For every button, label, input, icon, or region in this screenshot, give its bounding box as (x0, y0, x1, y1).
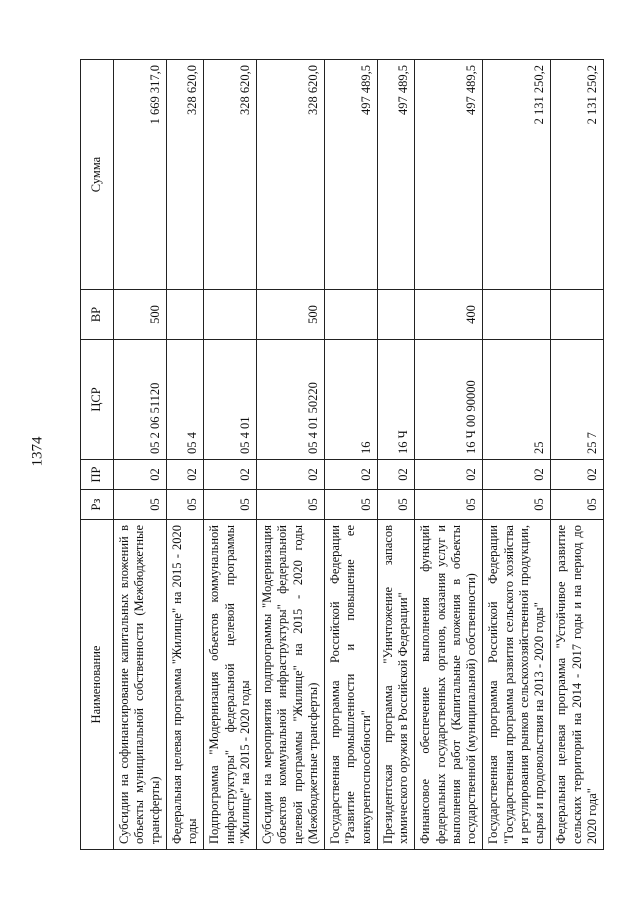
cell-sum: 328 620,0 (166, 60, 204, 290)
cell-csr: 05 2 06 51120 (114, 340, 167, 460)
cell-csr: 16 Ч 00 90000 (415, 340, 483, 460)
cell-rz: 05 (257, 490, 325, 520)
table-row (114, 60, 167, 850)
header-vr: ВР (81, 290, 114, 340)
rotated-page-content (80, 60, 600, 850)
table-row (415, 60, 483, 850)
cell-csr: 05 4 (166, 340, 204, 460)
header-csr: ЦСР (81, 340, 114, 460)
table-row (257, 60, 325, 850)
cell-csr: 16 (325, 340, 378, 460)
cell-name: Государственная программа Российской Федерации "Государственная программа развития сельского хозяйства и регулирования рынков сельскохозяйственной продукции, сырья и продовольствия на 2013 - 2020 годы" (483, 520, 551, 850)
cell-name: Субсидии на мероприятия подпрограммы "Модернизация объектов коммунальной инфраструктуры" федеральной целевой программы "Жилище" на 2015 - 2020 годы (Межбюджетные трансферты) (257, 520, 325, 850)
cell-csr: 05 4 01 50220 (257, 340, 325, 460)
cell-name: Финансовое обеспечение выполнения функций федеральных государственных органов, оказания услуг и выполнения работ (Капитальные вложения в объекты государственной (муниципальной) собственности) (415, 520, 483, 850)
cell-vr (166, 290, 204, 340)
cell-vr: 500 (114, 290, 167, 340)
table-row (166, 60, 204, 850)
cell-pr: 02 (257, 460, 325, 490)
cell-sum: 1 669 317,0 (114, 60, 167, 290)
page-number: 1374 (29, 436, 46, 467)
cell-sum: 2 131 250,2 (483, 60, 551, 290)
header-pr: ПР (81, 460, 114, 490)
header-name: Наименование (81, 520, 114, 850)
cell-pr: 02 (377, 460, 415, 490)
cell-rz: 05 (325, 490, 378, 520)
cell-csr: 25 7 (551, 340, 604, 460)
cell-vr (551, 290, 604, 340)
cell-csr: 25 (483, 340, 551, 460)
table-row (483, 60, 551, 850)
cell-sum: 497 489,5 (415, 60, 483, 290)
table-row (551, 60, 604, 850)
cell-rz: 05 (114, 490, 167, 520)
cell-vr (377, 290, 415, 340)
cell-sum: 2 131 250,2 (551, 60, 604, 290)
cell-vr (204, 290, 257, 340)
cell-name: Государственная программа Российской Федерации "Развитие промышленности и повышение ее конкурентоспособности" (325, 520, 378, 850)
table-header-row (81, 60, 114, 850)
cell-pr: 02 (483, 460, 551, 490)
cell-rz: 05 (204, 490, 257, 520)
cell-name: Субсидии на софинансирование капитальных вложений в объекты муниципальной собственности (Межбюджетные трансферты) (114, 520, 167, 850)
cell-name: Федеральная целевая программа "Устойчивое развитие сельских территорий на 2014 - 2017 годы и на период до 2020 года" (551, 520, 604, 850)
cell-name: Подпрограмма "Модернизация объектов коммунальной инфраструктуры" федеральной целевой программы "Жилище" на 2015 - 2020 годы (204, 520, 257, 850)
budget-table (80, 59, 604, 850)
table-row (377, 60, 415, 850)
header-rz: Рз (81, 490, 114, 520)
cell-name: Федеральная целевая программа "Жилище" на 2015 - 2020 годы (166, 520, 204, 850)
cell-pr: 02 (204, 460, 257, 490)
cell-vr: 500 (257, 290, 325, 340)
cell-name: Президентская программа "Уничтожение запасов химического оружия в Российской Федерации" (377, 520, 415, 850)
cell-sum: 328 620,0 (204, 60, 257, 290)
table-row (325, 60, 378, 850)
cell-pr: 02 (551, 460, 604, 490)
cell-sum: 497 489,5 (325, 60, 378, 290)
cell-pr: 02 (114, 460, 167, 490)
table-row (204, 60, 257, 850)
cell-rz: 05 (377, 490, 415, 520)
cell-vr (325, 290, 378, 340)
cell-pr: 02 (415, 460, 483, 490)
cell-csr: 16 Ч (377, 340, 415, 460)
cell-vr (483, 290, 551, 340)
cell-sum: 497 489,5 (377, 60, 415, 290)
cell-csr: 05 4 01 (204, 340, 257, 460)
cell-rz: 05 (483, 490, 551, 520)
cell-pr: 02 (325, 460, 378, 490)
cell-rz: 05 (415, 490, 483, 520)
cell-pr: 02 (166, 460, 204, 490)
cell-rz: 05 (551, 490, 604, 520)
cell-rz: 05 (166, 490, 204, 520)
header-sum: Сумма (81, 60, 114, 290)
cell-sum: 328 620,0 (257, 60, 325, 290)
cell-vr: 400 (415, 290, 483, 340)
